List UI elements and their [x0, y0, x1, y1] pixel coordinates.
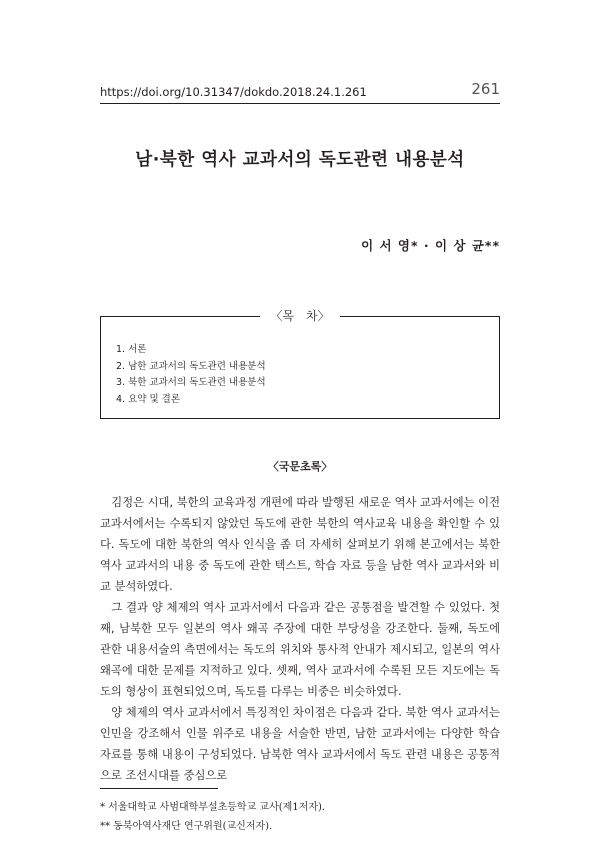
toc-heading [0, 307, 600, 324]
toc-item[interactable]: 3. 북한 교과서의 독도관련 내용분석 [116, 377, 266, 388]
doi-link[interactable]: https://doi.org/10.31347/dokdo.2018.24.1.261 [100, 85, 367, 99]
toc-item[interactable]: 4. 요약 및 결론 [116, 393, 181, 405]
authors: 이 서 영* · 이 상 균** [361, 238, 500, 253]
footnotes [100, 798, 325, 836]
abstract-paragraph: 그 결과 양 체제의 역사 교과서에서 다음과 같은 공통점을 발견할 수 있었다. 첫째, 남북한 모두 일본의 역사 왜곡 주장에 대한 부당성을 강조한다. 둘째, 독도에 관한 내용서술의 측면에서는 독도의 위치와 통사적 안내가 제시되고, 일본의 역사왜곡에 대한 문제를 지적하고 있다. 셋째, 역사 교과서에 수록된 모든 지도에는 독도의 형상이 표현되었으며, 독도를 다루는 비중은 비슷하였다. [100, 601, 500, 698]
toc-heading-text: 〈목 차〉 [260, 309, 339, 323]
abstract-heading: 〈국문초록〉 [267, 460, 333, 473]
toc-item[interactable]: 1. 서론 [116, 344, 147, 355]
abstract-paragraph: 김정은 시대, 북한의 교육과정 개편에 따라 발행된 새로운 역사 교과서에는 이전 교과서에서는 수록되지 않았던 독도에 관한 북한의 역사교육 내용을 확인할 수 있다. 독도에 대한 북한의 역사 인식을 좀 더 자세히 살펴보기 위해 본고에서는 북한 역사 교과서의 내용 중 독도에 관한 텍스트, 학습 자료 등을 남한 역사 교과서와 비교 분석하였다. [100, 496, 501, 593]
header-rule [100, 103, 500, 104]
paper-title: 남·북한 역사 교과서의 독도관련 내용분석 [135, 150, 465, 170]
abstract-body [100, 492, 500, 786]
toc-list [116, 342, 266, 408]
footnote: ** 동북아역사재단 연구위원(교신저자). [100, 821, 273, 832]
footnote-rule [100, 788, 218, 789]
abstract-paragraph: 양 체제의 역사 교과서에서 특징적인 차이점은 다음과 같다. 북한 역사 교과서는 인민을 강조해서 인물 위주로 내용을 서술한 반면, 남한 교과서에는 다양한 학습 자료를 통해 내용이 구성되었다. 남북한 역사 교과서에서 독도 관련 내용은 공통적으로 조선시대를 중심으로 [100, 706, 501, 782]
page-number: 261 [471, 80, 500, 98]
footnote: * 서울대학교 사범대학부설초등학교 교사(제1저자). [100, 802, 326, 813]
toc-item[interactable]: 2. 남한 교과서의 독도관련 내용분석 [116, 360, 266, 372]
